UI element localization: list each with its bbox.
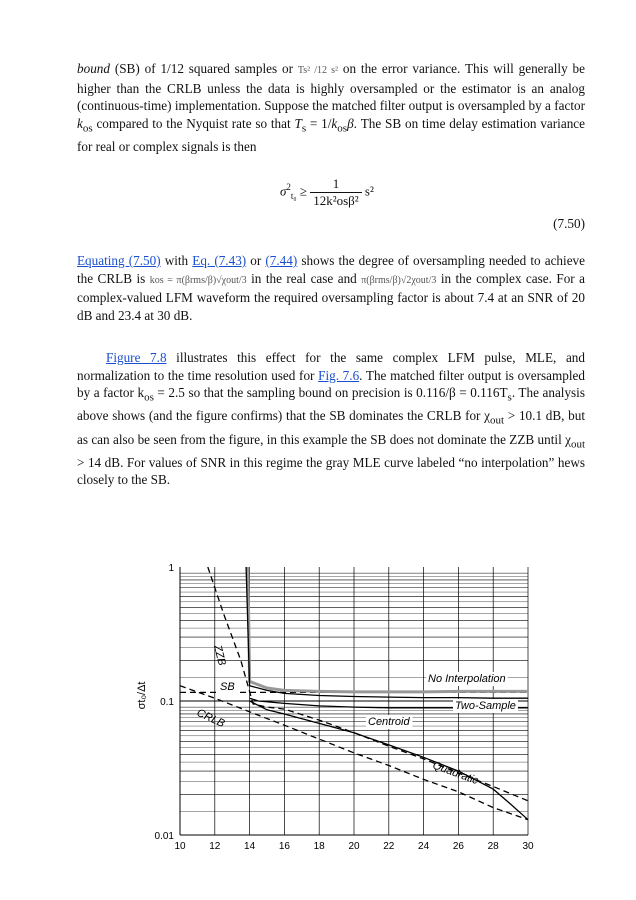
annotation-quadratic: Quadratic [430, 759, 480, 788]
x-tick-label: 20 [348, 841, 360, 852]
chart-labels [136, 563, 534, 852]
paragraph-oversampling: Equating (7.50) with Eq. (7.43) or (7.44) shows the degree of oversampling needed to achieve the CRLB is kos = π(βrms/β)√χout/3 in the real case and π(βrms/β)√2χout/3 in the complex case. For a complex-valued LFM waveform the required oversampling factor is about 7.4 at an SNR of 20 dB and 23.4 at 30 dB. [77, 253, 585, 323]
x-tick-label: 22 [383, 841, 395, 852]
y-tick-label: 1 [168, 563, 174, 574]
x-tick-label: 16 [278, 841, 290, 852]
link-equating-7-50[interactable]: Equating (7.50) [77, 253, 161, 268]
x-tick-label: 30 [522, 841, 534, 852]
y-axis-label: σt₀/Δt [136, 681, 148, 710]
y-tick-label: 0.01 [154, 831, 174, 842]
bound-term: bound [77, 61, 110, 76]
x-tick-label: 10 [174, 841, 186, 852]
x-tick-label: 12 [209, 841, 221, 852]
link-eq-7-44[interactable]: (7.44) [265, 253, 298, 268]
link-fig-7-6[interactable]: Fig. 7.6 [318, 367, 360, 383]
paragraph-figure-discussion: Figure 7.8 illustrates this effect for the same complex LFM pulse, MLE, and normalization to the time resolution used for Fig. 7.6. The matched filter output is oversampled by a factor $k_{os} = 2.5$ so that the sampling bound on precision is $0.116/\beta = 0.116T_s$. The analysis above shows (and the figure confirms) that the SB dominates the CRLB for $\chi_{out} > 10.1$ dB, but as can also be seen from the figure, in this example the SB does not dominate the ZZB until $\chi_{out} > 14$ dB. For values of SNR in this regime the gray MLE curve labeled “no interpolation” hews closely to the SB. [77, 350, 585, 488]
equation-7-50: $\sigma^2_{t_0}$ ≥ $\frac{1}{\text{12k²osβ²}}$ s² [280, 176, 374, 208]
equation-number: (7.50) [553, 216, 585, 231]
x-tick-label: 24 [418, 841, 430, 852]
link-figure-7-8[interactable]: Figure 7.8 [106, 350, 167, 365]
annotation-two-sample: Two-Sample [455, 700, 516, 712]
x-tick-label: 26 [452, 841, 464, 852]
paragraph-sampling-bound: bound (SB) of 1/12 squared samples or Ts² /12 s² on the error variance. This will generally be higher than the CRLB unless the data is highly oversampled or the estimator is an analog (continuous-time) implementation. Suppose the matched filter output is oversampled by a factor $k_{os}$ compared to the Nyquist rate so that $T_s = 1/k_{os}\beta$. The SB on time delay estimation variance for real or complex signals is then [77, 61, 586, 155]
y-tick-label: 0.1 [160, 697, 174, 708]
kos-real-formula: kos = π(βrms/β)√χout/3 [149, 274, 247, 286]
x-tick-label: 28 [487, 841, 499, 852]
annotation-centroid: Centroid [368, 716, 410, 728]
x-tick-label: 14 [244, 841, 256, 852]
figure-7-8-chart [0, 540, 636, 900]
annotation-sb: SB [220, 681, 235, 693]
ts-squared-formula: Ts² /12 s² [297, 65, 338, 76]
annotation-no-interpolation: No Interpolation [428, 673, 506, 685]
annotation-zzb: ZZB [211, 643, 228, 667]
x-tick-label: 18 [313, 841, 325, 852]
kos-complex-formula: π(βrms/β)√2χout/3 [361, 274, 437, 286]
annotation-crlb: CRLB [194, 706, 227, 731]
link-eq-7-43[interactable]: Eq. (7.43) [192, 253, 247, 268]
